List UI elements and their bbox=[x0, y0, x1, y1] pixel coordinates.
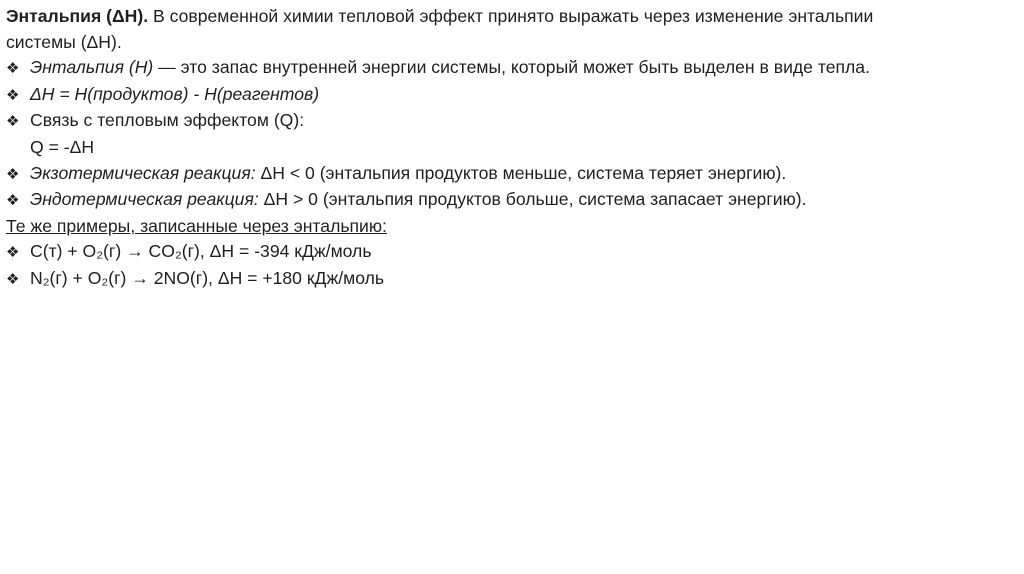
intro-text-1: В современной химии тепловой эффект принято выражать через изменение энтальпии bbox=[148, 6, 874, 26]
intro-paragraph-line-1 bbox=[6, 4, 1016, 30]
diamond-bullet-icon: ❖ bbox=[6, 192, 20, 210]
heat-relation-formula bbox=[6, 135, 1016, 161]
example-item bbox=[6, 239, 1016, 266]
intro-paragraph-line-2 bbox=[6, 30, 1016, 56]
intro-term: Энтальпия (ΔH). bbox=[6, 6, 149, 26]
diamond-bullet-icon: ❖ bbox=[6, 86, 20, 104]
bullet-italic: Экзотермическая реакция: bbox=[30, 162, 256, 183]
diamond-bullet-icon: ❖ bbox=[6, 113, 20, 131]
bullet-text: ΔH > 0 (энтальпия продуктов больше, система запасает энергию). bbox=[258, 189, 807, 210]
bullet-endothermic bbox=[6, 187, 1016, 214]
diamond-bullet-icon: ❖ bbox=[6, 244, 20, 262]
diamond-bullet-icon: ❖ bbox=[6, 165, 20, 183]
bullet-italic: ΔH = H(продуктов) - H(реагентов) bbox=[30, 83, 320, 104]
slide-content bbox=[6, 4, 1016, 293]
bullet-exothermic bbox=[6, 161, 1016, 188]
example-equation: C(т) + O₂(г) → CO₂(г), ΔH = -394 кДж/моль bbox=[30, 241, 372, 262]
diamond-bullet-icon: ❖ bbox=[6, 270, 20, 288]
formula-text: Q = -ΔH bbox=[30, 136, 95, 157]
bullet-heat-relation bbox=[6, 108, 1016, 135]
bullet-italic: Энтальпия (H) bbox=[30, 57, 154, 78]
bullet-text: Связь с тепловым эффектом (Q): bbox=[30, 110, 305, 131]
intro-text-2: системы (ΔH). bbox=[6, 31, 122, 52]
bullet-delta-h-formula bbox=[6, 82, 1016, 109]
example-item bbox=[6, 266, 1016, 293]
bullet-text: ΔH < 0 (энтальпия продуктов меньше, система теряет энергию). bbox=[255, 162, 787, 183]
example-equation: N₂(г) + O₂(г) → 2NO(г), ΔH = +180 кДж/моль bbox=[30, 267, 385, 288]
bullet-enthalpy-definition bbox=[6, 55, 1016, 82]
bullet-italic: Эндотермическая реакция: bbox=[30, 189, 259, 210]
bullet-text: — это запас внутренней энергии системы, который может быть выделен в виде тепла. bbox=[153, 57, 870, 78]
examples-heading: Те же примеры, записанные через энтальпию: bbox=[6, 215, 387, 236]
diamond-bullet-icon: ❖ bbox=[6, 60, 20, 78]
